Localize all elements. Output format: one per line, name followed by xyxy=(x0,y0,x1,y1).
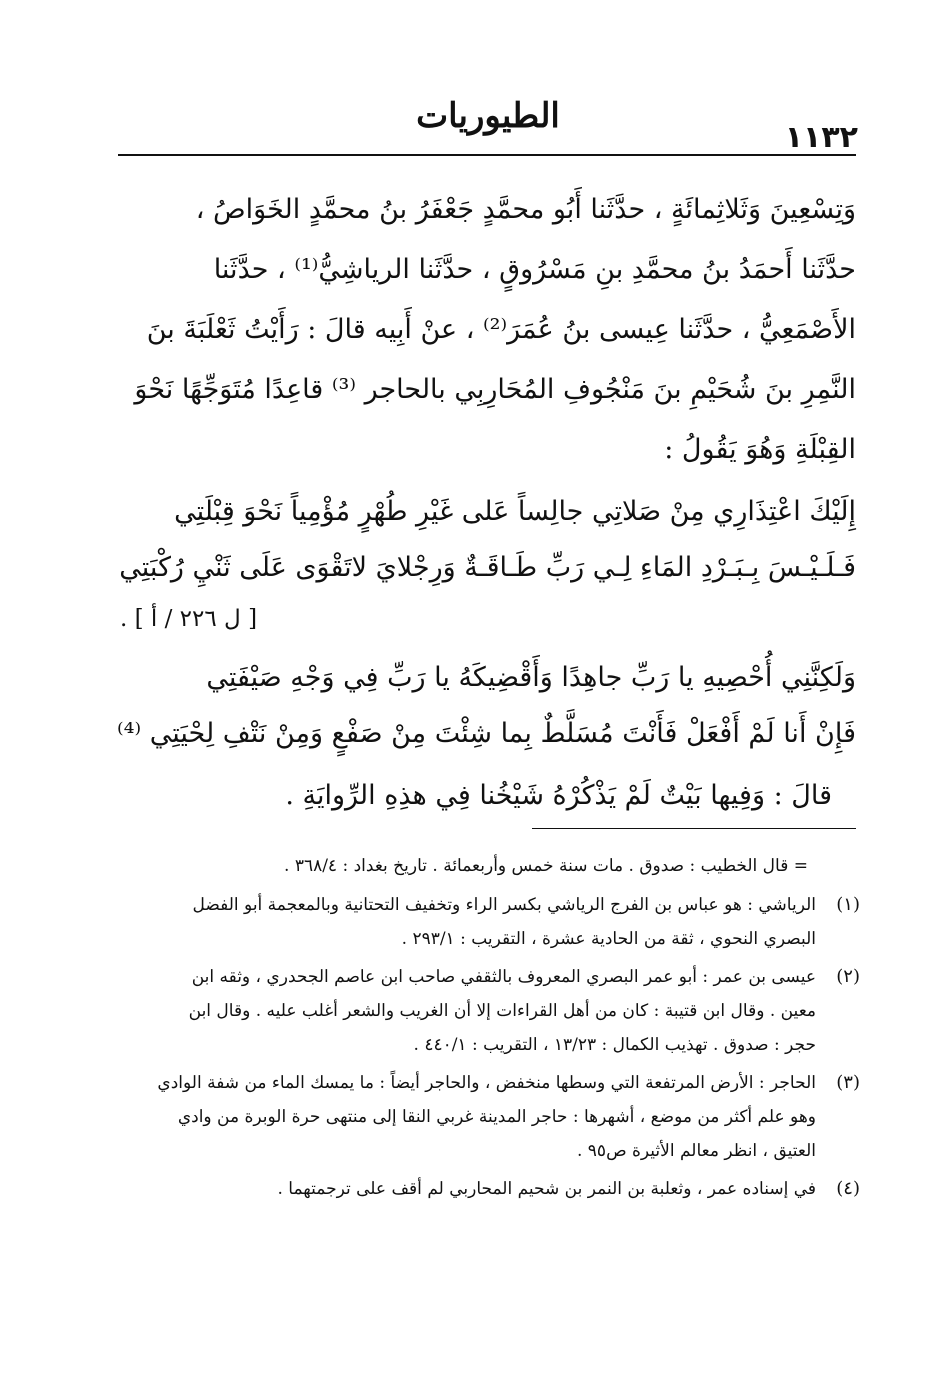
footnote-number: (٢) xyxy=(836,966,860,987)
footnote-3 xyxy=(118,1066,860,1168)
body-line: النَّمِرِ بنَ شُحَيْمِ بنَ مَنْجُوفِ المُحَارِبِي بالحاجر ⁽³⁾ قاعِدًا مُتَوَجِّهًا نَحْوَ xyxy=(134,374,856,405)
footnote-line: البصري النحوي ، ثقة من الحادية عشرة ، التقريب : ٢٩٣/١ . xyxy=(401,929,816,949)
footnote-4 xyxy=(118,1172,860,1206)
footnote-line: وهو علم أكثر من موضع ، أشهرها : حاجر المدينة غربي النقا إلى منتهى حرة الوبرة من وادي xyxy=(177,1107,816,1127)
page-number: ١١٣٢ xyxy=(784,120,858,155)
poem-verse: فَإِنْ أَنا لَمْ أَفْعَلْ فَأَنْتَ مُسَلَّطٌ بِما شِئْتَ مِنْ صَفْعٍ وَمِنْ نَتْفِ لِحْيَتِي ⁽⁴⁾ xyxy=(117,718,856,749)
book-title: الطيوريات xyxy=(416,96,560,136)
footnote-line: معين . وقال ابن قتيبة : كان من أهل القراءات إلا أن الغريب والشعر أغلب عليه . وقال ابن xyxy=(188,1001,816,1021)
footnote-number: (٤) xyxy=(836,1178,860,1199)
poem-stanza-one xyxy=(120,484,856,642)
footnote-text xyxy=(118,1172,816,1206)
footnote-text xyxy=(118,888,816,956)
header-rule xyxy=(118,154,856,156)
footnote-line: حجر : صدوق . تهذيب الكمال : ١٣/٢٣ ، التقريب : ٤٤٠/١ . xyxy=(413,1035,816,1055)
footnote-number: (١) xyxy=(836,894,860,915)
footnote-text xyxy=(118,1066,816,1168)
footnote-continuation: = قال الخطيب : صدوق . مات سنة خمس وأربعمائة . تاريخ بغداد : ٣٦٨/٤ . xyxy=(284,856,808,876)
footnote-line: الحاجر : الأرض المرتفعة التي وسطها منخفض ، والحاجر أيضاً : ما يمسك الماء من شفة الوادي xyxy=(157,1073,816,1093)
page-header xyxy=(118,90,858,155)
manuscript-reference: [ ل ٢٢٦ / أ ] . xyxy=(120,606,258,632)
footnote-number: (٣) xyxy=(836,1072,860,1093)
closing-line xyxy=(120,766,856,826)
body-line: الأَصْمَعِيُّ ، حدَّثَنا عِيسى بنُ عُمَرَ⁽²⁾ ، عنْ أَبِيه قالَ : رَأَيْتُ ثَعْلَبَةَ بنَ xyxy=(146,314,856,345)
footnote-text xyxy=(118,960,816,1062)
poem-verse: وَلَكِنَّنِي أُحْصِيهِ يا رَبِّ جاهِدًا وَأَقْضِيكَهُ يا رَبِّ فِي وَجْهِ صَيْفَتِي xyxy=(206,662,856,693)
footnotes xyxy=(118,848,860,1206)
body-line: القِبْلَةِ وَهُوَ يَقُولُ : xyxy=(664,434,856,465)
poem-verse: إِلَيْكَ اعْتِذَارِي مِنْ صَلاتِي جالِساً عَلى غَيْرِ طُهْرٍ مُؤْمِياً نَحْوَ قِبْلَتِي xyxy=(174,496,856,527)
footnote-2 xyxy=(118,960,860,1062)
poem-verse: فَـلَـيْـسَ بِـبَـرْدِ المَاءِ لِـي رَبِّ طَـاقَـةٌ وَرِجْلايَ لاتَقْوَى عَلَى ثَنْيِ رُكْبَتِي xyxy=(119,552,856,583)
footnote-line: في إسناده عمر ، وثعلبة بن النمر بن شحيم المحاربي لم أقف على ترجمتهما . xyxy=(277,1179,816,1199)
body-line: وَتِسْعِينَ وَثَلاثِمائَةٍ ، حدَّثَنا أَبُو محمَّدٍ جَعْفَرُ بنُ محمَّدٍ الخَوَاصُ ، xyxy=(195,194,856,225)
footnote-line: العتيق ، انظر معالم الأثيرة ص٩٥ . xyxy=(576,1141,816,1161)
body-line: حدَّثَنا أَحمَدُ بنُ محمَّدِ بنِ مَسْرُوقٍ ، حدَّثَنا الرياشِيُّ⁽¹⁾ ، حدَّثَنا xyxy=(213,254,856,285)
footnote-line: عيسى بن عمر : أبو عمر البصري المعروف بالثقفي صاحب ابن عاصم الجحدري ، وثقه ابن xyxy=(191,967,816,987)
closing-text: قالَ : وَفِيها بَيْتٌ لَمْ يَذْكُرْهُ شَيْخُنا فِي هذِهِ الرِّوايَةِ . xyxy=(285,780,832,811)
footnote-1 xyxy=(118,888,860,956)
body-text xyxy=(120,180,856,480)
footnote-line: الرياشي : هو عباس بن الفرج الرياشي بكسر الراء وتخفيف التحتانية وبالمعجمة أبو الفضل xyxy=(192,895,816,915)
footnote-rule xyxy=(532,828,856,829)
poem-stanza-two xyxy=(117,650,856,762)
